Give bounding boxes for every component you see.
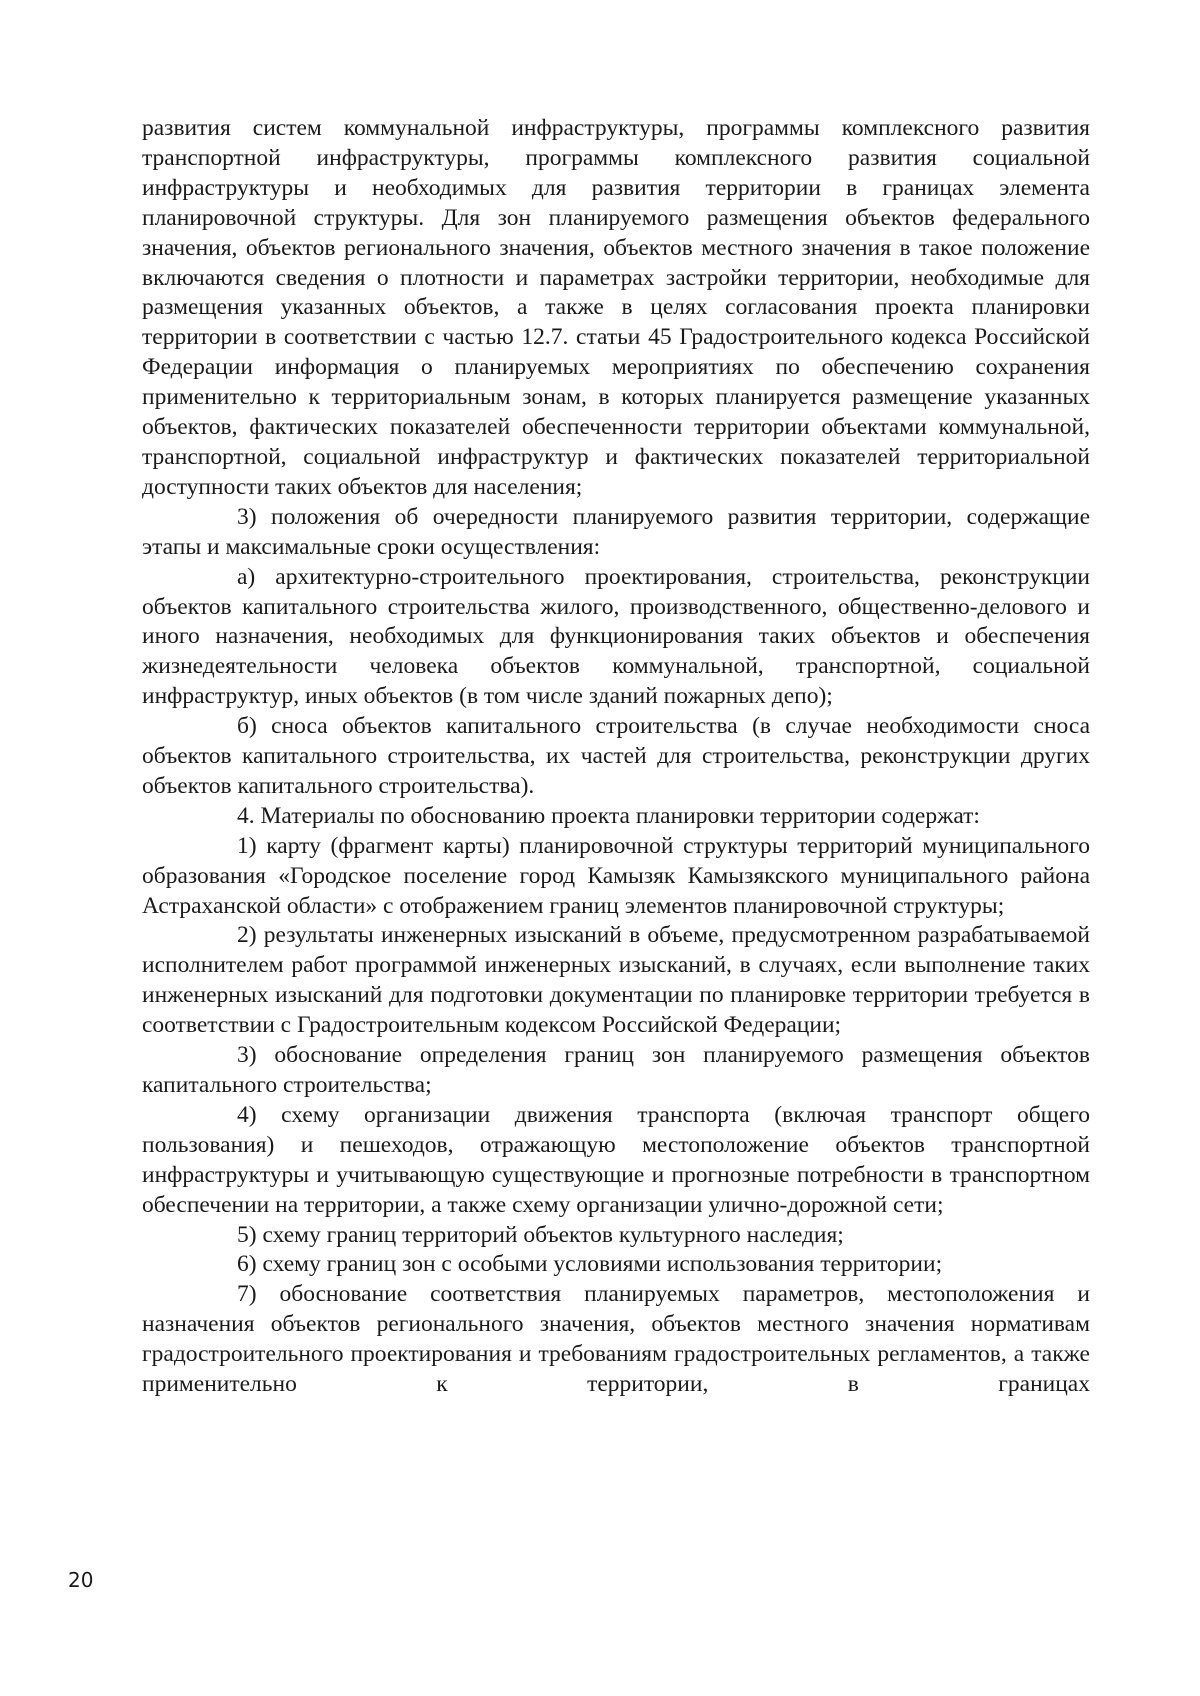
- paragraph-item-3b: 3) обоснование определения границ зон планируемого размещения объектов капитального строительства;: [142, 1042, 1090, 1098]
- body-text: [142, 114, 1090, 1400]
- paragraph-item-5: 5) схему границ территорий объектов культурного наследия;: [237, 1221, 844, 1248]
- paragraph-item-6: 6) схему границ зон с особыми условиями использования территории;: [237, 1251, 943, 1278]
- paragraph-item-3: 3) положения об очередности планируемого развития территории, содержащие этапы и максимальные сроки осуществления:: [142, 503, 1090, 560]
- page-number: 20: [68, 1568, 94, 1592]
- paragraph-item-7: 7) обоснование соответствия планируемых параметров, местоположения и назначения объектов регионального значения, объектов местного значения нормативам градостроительного проектирования и требованиям градостроительных регламентов, а также применительно к территории, в границах: [142, 1281, 1090, 1398]
- paragraph-item-a: а) архитектурно-строительного проектирования, строительства, реконструкции объектов капитального строительства жилого, производственного, общественно-делового и иного назначения, необходимых для функционирования таких объектов и обеспечения жизнедеятельности человека объектов коммунальной, транспортной, социальной инфраструктур, иных объектов (в том числе зданий пожарных депо);: [142, 563, 1090, 710]
- paragraph-item-2: 2) результаты инженерных изысканий в объеме, предусмотренном разрабатываемой исполнителем работ программой инженерных изысканий, в случаях, если выполнение таких инженерных изысканий для подготовки документации по планировке территории требуется в соответствии с Градостроительным кодексом Российской Федерации;: [142, 922, 1090, 1039]
- paragraph-item-4: 4) схему организации движения транспорта (включая транспорт общего пользования) и пешеходов, отражающую местоположение объектов транспортной инфраструктуры и учитывающую существующие и прогнозные потребности в транспортном обеспечении на территории, а также схему организации улично-дорожной сети;: [142, 1101, 1090, 1218]
- paragraph-item-1: 1) карту (фрагмент карты) планировочной структуры территорий муниципального образования «Городское поселение город Камызяк Камызякского муниципального района Астраханской области» с отображением границ элементов планировочной структуры;: [142, 832, 1090, 919]
- paragraph-item-b: б) сноса объектов капитального строительства (в случае необходимости сноса объектов капитального строительства, их частей для строительства, реконструкции других объектов капитального строительства).: [142, 713, 1090, 799]
- paragraph-continuation: развития систем коммунальной инфраструктуры, программы комплексного развития транспортной инфраструктуры, программы комплексного развития социальной инфраструктуры и необходимых для развития территории в границах элемента планировочной структуры. Для зон планируемого размещения объектов федерального значения, объектов регионального значения, объектов местного значения в такое положение включаются сведения о плотности и параметрах застройки территории, необходимые для размещения указанных объектов, а также в целях согласования проекта планировки территории в соответствии с частью 12.7. статьи 45 Градостроительного кодекса Российской Федерации информация о планируемых мероприятиях по обеспечению сохранения применительно к территориальным зонам, в которых планируется размещение указанных объектов, фактических показателей обеспеченности территории объектами коммунальной, транспортной, социальной инфраструктур и фактических показателей территориальной доступности таких объектов для населения;: [142, 115, 1090, 500]
- paragraph-section-4: 4. Материалы по обоснованию проекта планировки территории содержат:: [237, 802, 980, 829]
